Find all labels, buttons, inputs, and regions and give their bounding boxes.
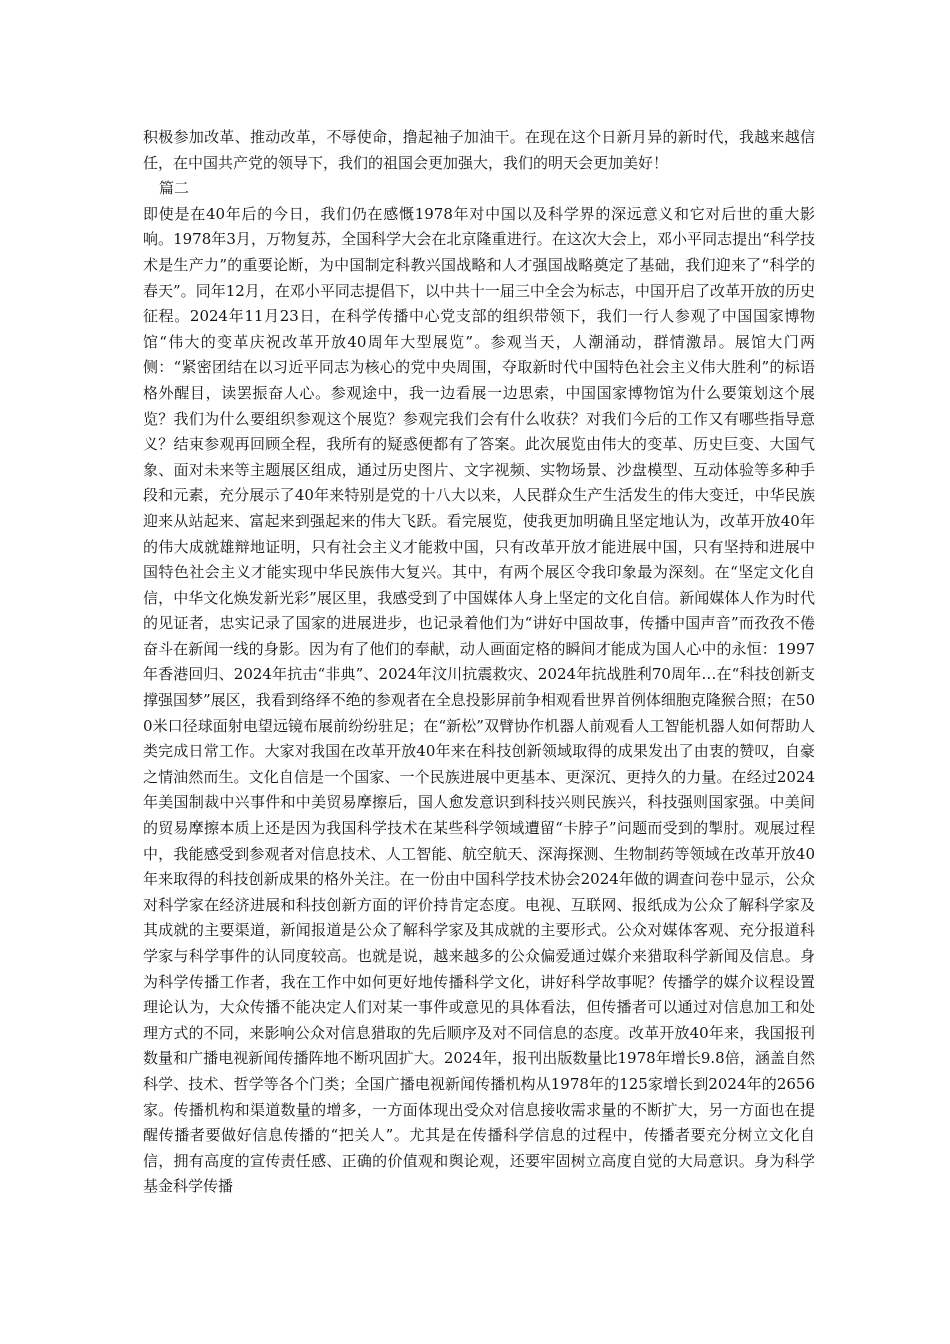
- document-page: [143, 125, 815, 1200]
- body-paragraph: 即使是在40年后的今日，我们仍在感慨1978年对中国以及科学界的深远意义和它对后世的重大影响。1978年3月，万物复苏，全国科学大会在北京隆重进行。在这次大会上，邓小平同志提出“科学技术是生产力”的重要论断，为中国制定科教兴国战略和人才强国战略奠定了基础，我们迎来了“科学的春天”。同年12月，在邓小平同志提倡下，以中共十一届三中全会为标志，中国开启了改革开放的历史征程。2024年11月23日，在科学传播中心党支部的组织带领下，我们一行人参观了中国国家博物馆“伟大的变革庆祝改革开放40周年大型展览”。参观当天，人潮涌动，群情激昂。展馆大门两侧：“紧密团结在以习近平同志为核心的党中央周围，夺取新时代中国特色社会主义伟大胜利”的标语格外醒目，读罢振奋人心。参观途中，我一边看展一边思索，中国国家博物馆为什么要策划这个展览？我们为什么要组织参观这个展览？参观完我们会有什么收获？对我们今后的工作又有哪些指导意义？结束参观再回顾全程，我所有的疑惑便都有了答案。此次展览由伟大的变革、历史巨变、大国气象、面对未来等主题展区组成，通过历史图片、文字视频、实物场景、沙盘模型、互动体验等多种手段和元素，充分展示了40年来特别是党的十八大以来，人民群众生产生活发生的伟大变迁，中华民族迎来从站起来、富起来到强起来的伟大飞跃。看完展览，使我更加明确且坚定地认为，改革开放40年的伟大成就雄辩地证明，只有社会主义才能救中国，只有改革开放才能进展中国，只有坚持和进展中国特色社会主义才能实现中华民族伟大复兴。其中，有两个展区令我印象最为深刻。在“坚定文化自信，中华文化焕发新光彩”展区里，我感受到了中国媒体人身上坚定的文化自信。新闻媒体人作为时代的见证者，忠实记录了国家的进展进步，也记录着他们为“讲好中国故事，传播中国声音”而孜孜不倦奋斗在新闻一线的身影。因为有了他们的奉献，动人画面定格的瞬间才能成为国人心中的永恒：1997年香港回归、2024年抗击“非典”、2024年汶川抗震救灾、2024年抗战胜利70周年…在“科技创新支撑强国梦”展区，我看到络绎不绝的参观者在全息投影屏前争相观看世界首例体细胞克隆猴合照；在500米口径球面射电望远镜布展前纷纷驻足；在“新松”双臂协作机器人前观看人工智能机器人如何帮助人类完成日常工作。大家对我国在改革开放40年来在科技创新领域取得的成果发出了由衷的赞叹，自豪之情油然而生。文化自信是一个国家、一个民族进展中更基本、更深沉、更持久的力量。在经过2024年美国制裁中兴事件和中美贸易摩擦后，国人愈发意识到科技兴则民族兴，科技强则国家强。中美间的贸易摩擦本质上还是因为我国科学技术在某些科学领域遭留“卡脖子”问题而受到的掣肘。观展过程中，我能感受到参观者对信息技术、人工智能、航空航天、深海探测、生物制药等领域在改革开放40年来取得的科技创新成果的格外关注。在一份由中国科学技术协会2024年做的调查问卷中显示，公众对科学家在经济进展和科技创新方面的评价持肯定态度。电视、互联网、报纸成为公众了解科学家及其成就的主要渠道，新闻报道是公众了解科学家及其成就的主要形式。公众对媒体客观、充分报道科学家与科学事件的认同度较高。也就是说，越来越多的公众偏爱通过媒介来猎取科学新闻及信息。身为科学传播工作者，我在工作中如何更好地传播科学文化，讲好科学故事呢？传播学的媒介议程设置理论认为，大众传播不能决定人们对某一事件或意见的具体看法，但传播者可以通过对信息加工和处理方式的不同，来影响公众对信息猎取的先后顺序及对不同信息的态度。改革开放40年来，我国报刊数量和广播电视新闻传播阵地不断巩固扩大。2024年，报刊出版数量比1978年增长9.8倍，涵盖自然科学、技术、哲学等各个门类；全国广播电视新闻传播机构从1978年的125家增长到2024年的2656家。传播机构和渠道数量的增多，一方面体现出受众对信息接收需求量的不断扩大，另一方面也在提醒传播者要做好信息传播的“把关人”。尤其是在传播科学信息的过程中，传播者要充分树立文化自信，拥有高度的宣传责任感、正确的价值观和舆论观，还要牢固树立高度自觉的大局意识。身为科学基金科学传播: [143, 204, 815, 1196]
- intro-paragraph: 积极参加改革、推动改革，不辱使命，撸起袖子加油干。在现在这个日新月异的新时代，我越来越信任，在中国共产党的领导下，我们的祖国会更加强大，我们的明天会更加美好！: [143, 128, 815, 172]
- section-heading: 篇二: [159, 179, 190, 198]
